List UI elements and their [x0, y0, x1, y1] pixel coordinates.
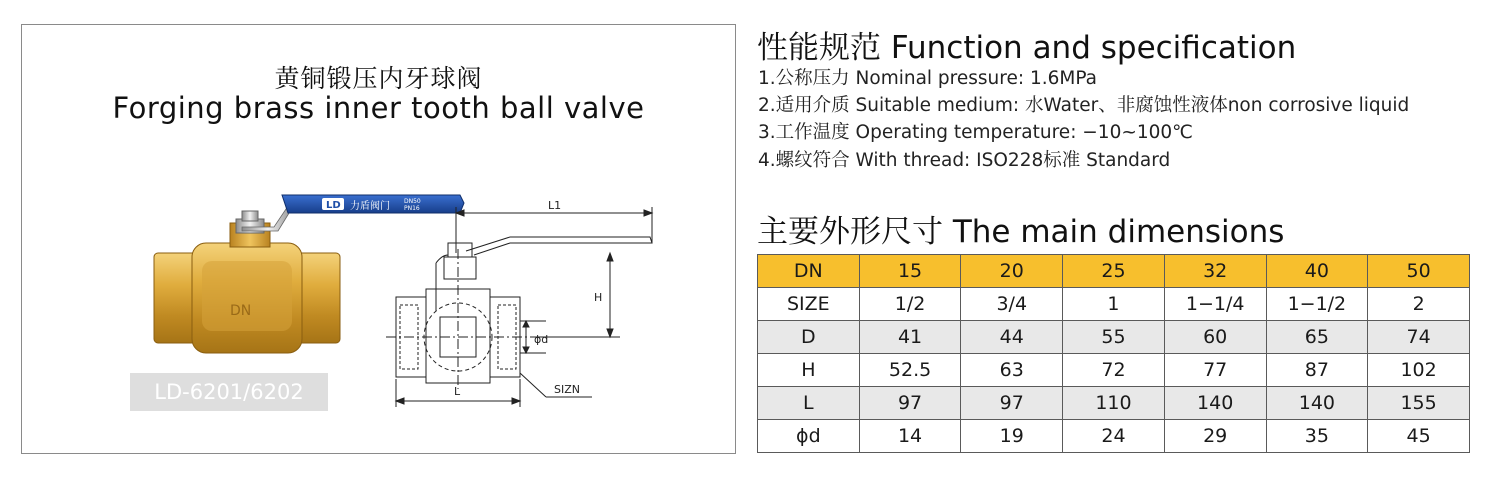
- table-cell: 14: [859, 420, 961, 453]
- model-badge: LD-6201/6202: [130, 373, 328, 411]
- svg-text:LD: LD: [326, 200, 341, 211]
- handle-size-text: DN50: [404, 198, 421, 205]
- row-label: SIZE: [758, 288, 860, 321]
- dimensions-table: [757, 254, 1470, 453]
- table-cell: 44: [961, 321, 1063, 354]
- table-row: [758, 354, 1470, 387]
- table-cell: 72: [1063, 354, 1165, 387]
- dimensions-heading: 主要外形尺寸 The main dimensions: [757, 214, 1285, 250]
- product-title-en: Forging brass inner tooth ball valve: [112, 91, 645, 125]
- table-cell: 20: [961, 255, 1063, 288]
- table-cell: 97: [859, 387, 961, 420]
- table-cell: 24: [1063, 420, 1165, 453]
- table-cell: 2: [1368, 288, 1470, 321]
- table-cell: 15: [859, 255, 961, 288]
- table-cell: 140: [1164, 387, 1266, 420]
- table-cell: 1: [1063, 288, 1165, 321]
- row-label: DN: [758, 255, 860, 288]
- table-cell: 35: [1266, 420, 1368, 453]
- dim-label-phi-d: ϕd: [534, 333, 549, 346]
- row-label: H: [758, 354, 860, 387]
- table-cell: 19: [961, 420, 1063, 453]
- table-cell: 29: [1164, 420, 1266, 453]
- table-cell: 65: [1266, 321, 1368, 354]
- svg-text:DN: DN: [230, 303, 252, 319]
- table-cell: 41: [859, 321, 961, 354]
- table-cell: 40: [1266, 255, 1368, 288]
- table-cell: 60: [1164, 321, 1266, 354]
- table-cell: 140: [1266, 387, 1368, 420]
- table-cell: 50: [1368, 255, 1470, 288]
- table-row: [758, 321, 1470, 354]
- dim-label-h: H: [594, 291, 603, 304]
- table-row: [758, 288, 1470, 321]
- table-cell: 1/2: [859, 288, 961, 321]
- dim-label-l1: L1: [548, 199, 562, 212]
- spec-item: 1.公称压力 Nominal pressure: 1.6MPa: [758, 68, 1097, 89]
- table-cell: 74: [1368, 321, 1470, 354]
- table-cell: 32: [1164, 255, 1266, 288]
- table-cell: 110: [1063, 387, 1165, 420]
- dim-label-sizn: SIZN: [554, 383, 580, 396]
- dim-label-l: L: [454, 385, 461, 398]
- table-cell: 52.5: [859, 354, 961, 387]
- row-label: D: [758, 321, 860, 354]
- row-label: L: [758, 387, 860, 420]
- spec-heading: 性能规范 Function and specification: [757, 30, 1297, 66]
- spec-item: 2.适用介质 Suitable medium: 水Water、非腐蚀性液体non corrosive liquid: [758, 95, 1410, 116]
- spec-item: 3.工作温度 Operating temperature: −10~100℃: [758, 122, 1193, 143]
- table-cell: 97: [961, 387, 1063, 420]
- table-row: [758, 255, 1470, 288]
- table-cell: 1−1/4: [1164, 288, 1266, 321]
- table-cell: 102: [1368, 354, 1470, 387]
- table-row: [758, 387, 1470, 420]
- table-cell: 77: [1164, 354, 1266, 387]
- table-cell: 87: [1266, 354, 1368, 387]
- table-cell: 25: [1063, 255, 1165, 288]
- handle-pressure-text: PN16: [404, 205, 420, 212]
- product-panel: [21, 24, 736, 454]
- table-cell: 55: [1063, 321, 1165, 354]
- spec-item: 4.螺纹符合 With thread: ISO228标准 Standard: [758, 150, 1171, 171]
- table-cell: 63: [961, 354, 1063, 387]
- table-cell: 45: [1368, 420, 1470, 453]
- table-row: [758, 420, 1470, 453]
- row-label: ϕd: [758, 420, 860, 453]
- product-title-cn: 黄铜锻压内牙球阀: [274, 64, 483, 93]
- table-cell: 155: [1368, 387, 1470, 420]
- valve-dimension-drawing: [370, 193, 660, 413]
- table-cell: 3/4: [961, 288, 1063, 321]
- table-cell: 1−1/2: [1266, 288, 1368, 321]
- handle-brand-text: 力盾阀门: [350, 201, 390, 212]
